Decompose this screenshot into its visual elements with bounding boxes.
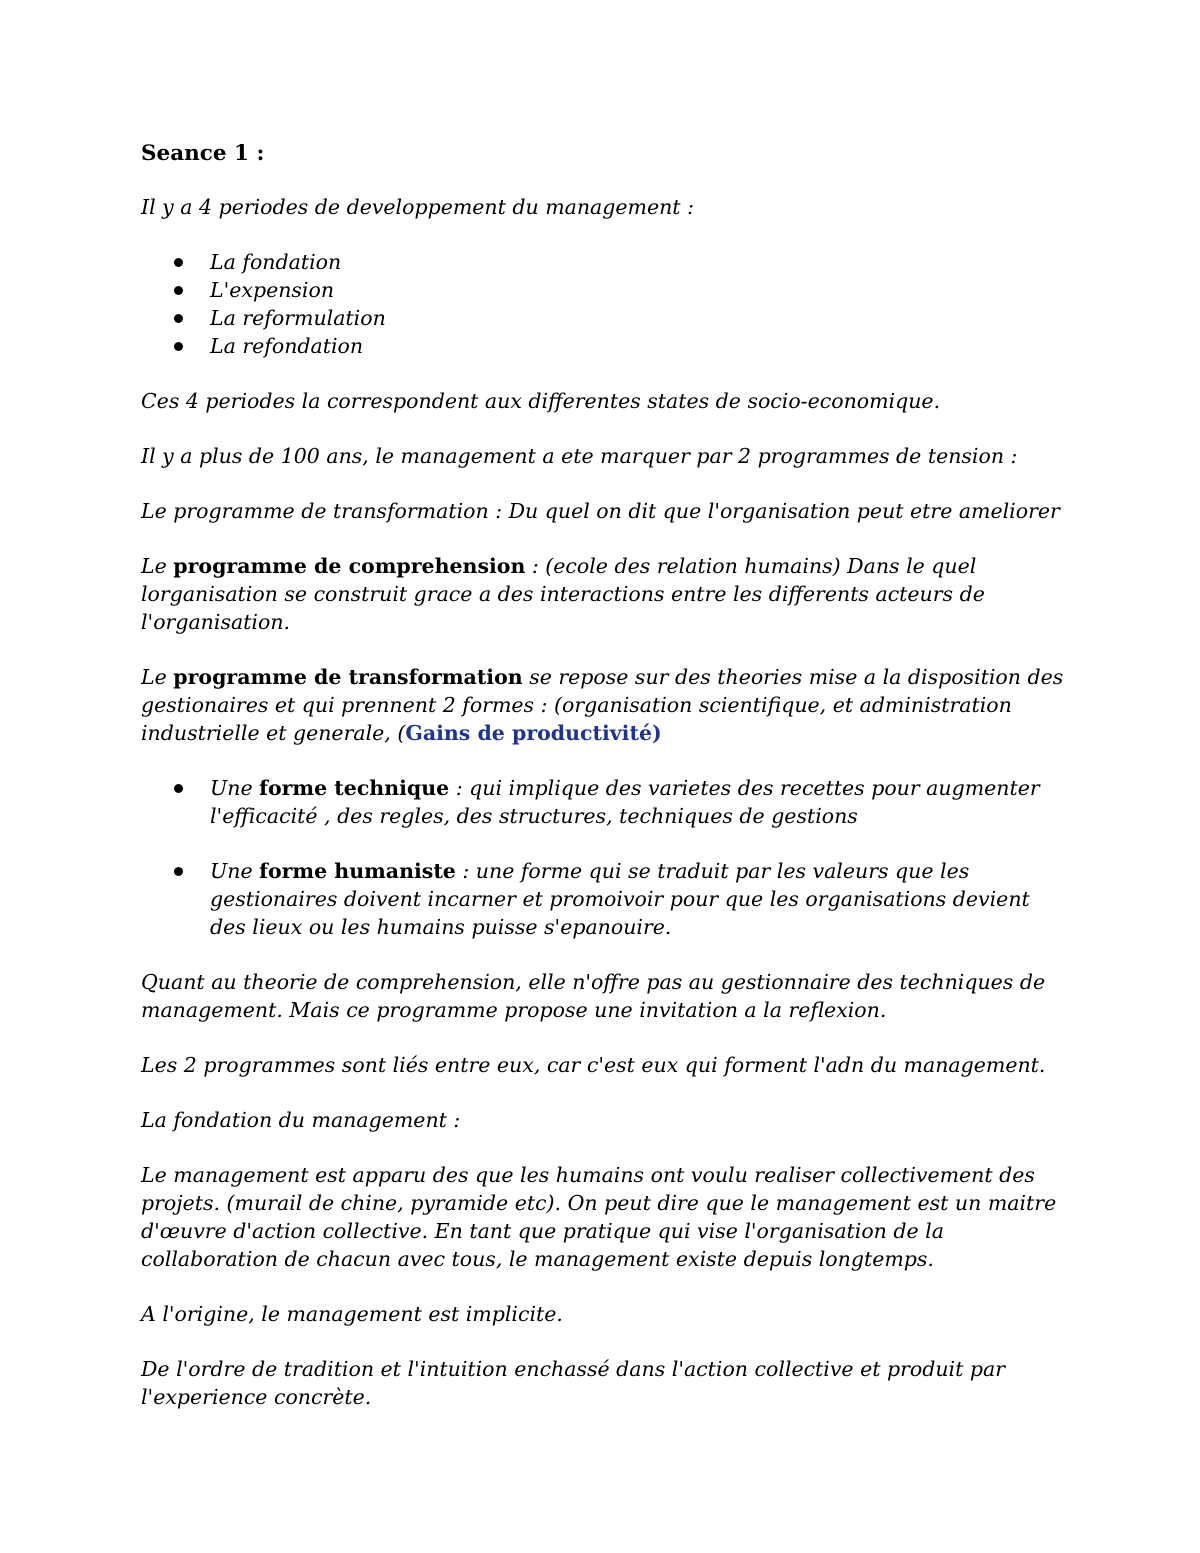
implicit-management-paragraph: A l'origine, le management est implicite. xyxy=(141,1302,563,1326)
text-span: : qui implique des varietes des recettes pour augmenter l'efficacité , des regles, des structures, techniques de gestions xyxy=(210,776,1040,828)
periods-correspondence-paragraph: Ces 4 periodes la correspondent aux differentes states de socio-economique. xyxy=(141,389,941,413)
tradition-paragraph: De l'ordre de tradition et l'intuition enchassé dans l'action collective et produit par l'experience concrète. xyxy=(141,1357,1006,1409)
periods-list xyxy=(141,248,1071,360)
list-item: La refondation xyxy=(141,332,1071,360)
text-span: Une xyxy=(210,859,260,883)
list-item xyxy=(141,774,1071,830)
page-title: Seance 1 : xyxy=(141,141,265,166)
document-body xyxy=(141,138,1071,1411)
bold-term: programme de transformation xyxy=(173,665,523,689)
bold-term: forme humaniste xyxy=(259,859,456,883)
list-item: La reformulation xyxy=(141,304,1071,332)
paren-open: ( xyxy=(397,721,406,745)
forms-list xyxy=(141,774,1071,941)
management-origin-paragraph: Le management est apparu des que les humains ont voulu realiser collectivement des projets. (murail de chine, pyramide etc). On peut dire que le management est un maitre d'œuvre d'action collective. En tant que pratique qui vise l'organisation de la collaboration de chacun avec tous, le management existe depuis longtemps. xyxy=(141,1163,1057,1271)
transformation-definition-paragraph: Le programme de transformation : Du quel on dit que l'organisation peut etre ameliorer xyxy=(141,499,1060,523)
highlighted-term: Gains de productivité xyxy=(405,721,652,745)
text-span: Le xyxy=(141,554,174,578)
text-span: se repose sur des theories mise a la disposition des gestionaires et qui prennent 2 formes : (organisation scientifique, et administration industrielle et generale, xyxy=(141,665,1064,745)
text-span: : (ecole des relation humains) Dans le quel lorganisation se construit grace a des interactions entre les differents acteurs de l'organisation. xyxy=(141,554,985,634)
text-span: Le xyxy=(141,665,174,689)
text-span: : une forme qui se traduit par les valeurs que les gestionaires doivent incarner et promoivoir pour que les organisations devient des lieux ou les humains puisse s'epanouire. xyxy=(210,859,1030,939)
transformation-program-paragraph xyxy=(141,663,1071,747)
text-span: Une xyxy=(210,776,260,800)
bold-term: forme technique xyxy=(259,776,450,800)
bold-term: programme de comprehension xyxy=(173,554,526,578)
foundation-heading: La fondation du management : xyxy=(141,1108,461,1132)
comprehension-theory-paragraph: Quant au theorie de comprehension, elle n'offre pas au gestionnaire des techniques de management. Mais ce programme propose une invitation a la reflexion. xyxy=(141,970,1046,1022)
list-item xyxy=(141,857,1071,941)
programs-linked-paragraph: Les 2 programmes sont liés entre eux, car c'est eux qui forment l'adn du management. xyxy=(141,1053,1046,1077)
intro-paragraph: Il y a 4 periodes de developpement du management : xyxy=(141,195,694,219)
tension-programs-paragraph: Il y a plus de 100 ans, le management a ete marquer par 2 programmes de tension : xyxy=(141,444,1018,468)
list-item: L'expension xyxy=(141,276,1071,304)
paren-close: ) xyxy=(651,721,662,745)
comprehension-program-paragraph xyxy=(141,552,1071,636)
list-item: La fondation xyxy=(141,248,1071,276)
